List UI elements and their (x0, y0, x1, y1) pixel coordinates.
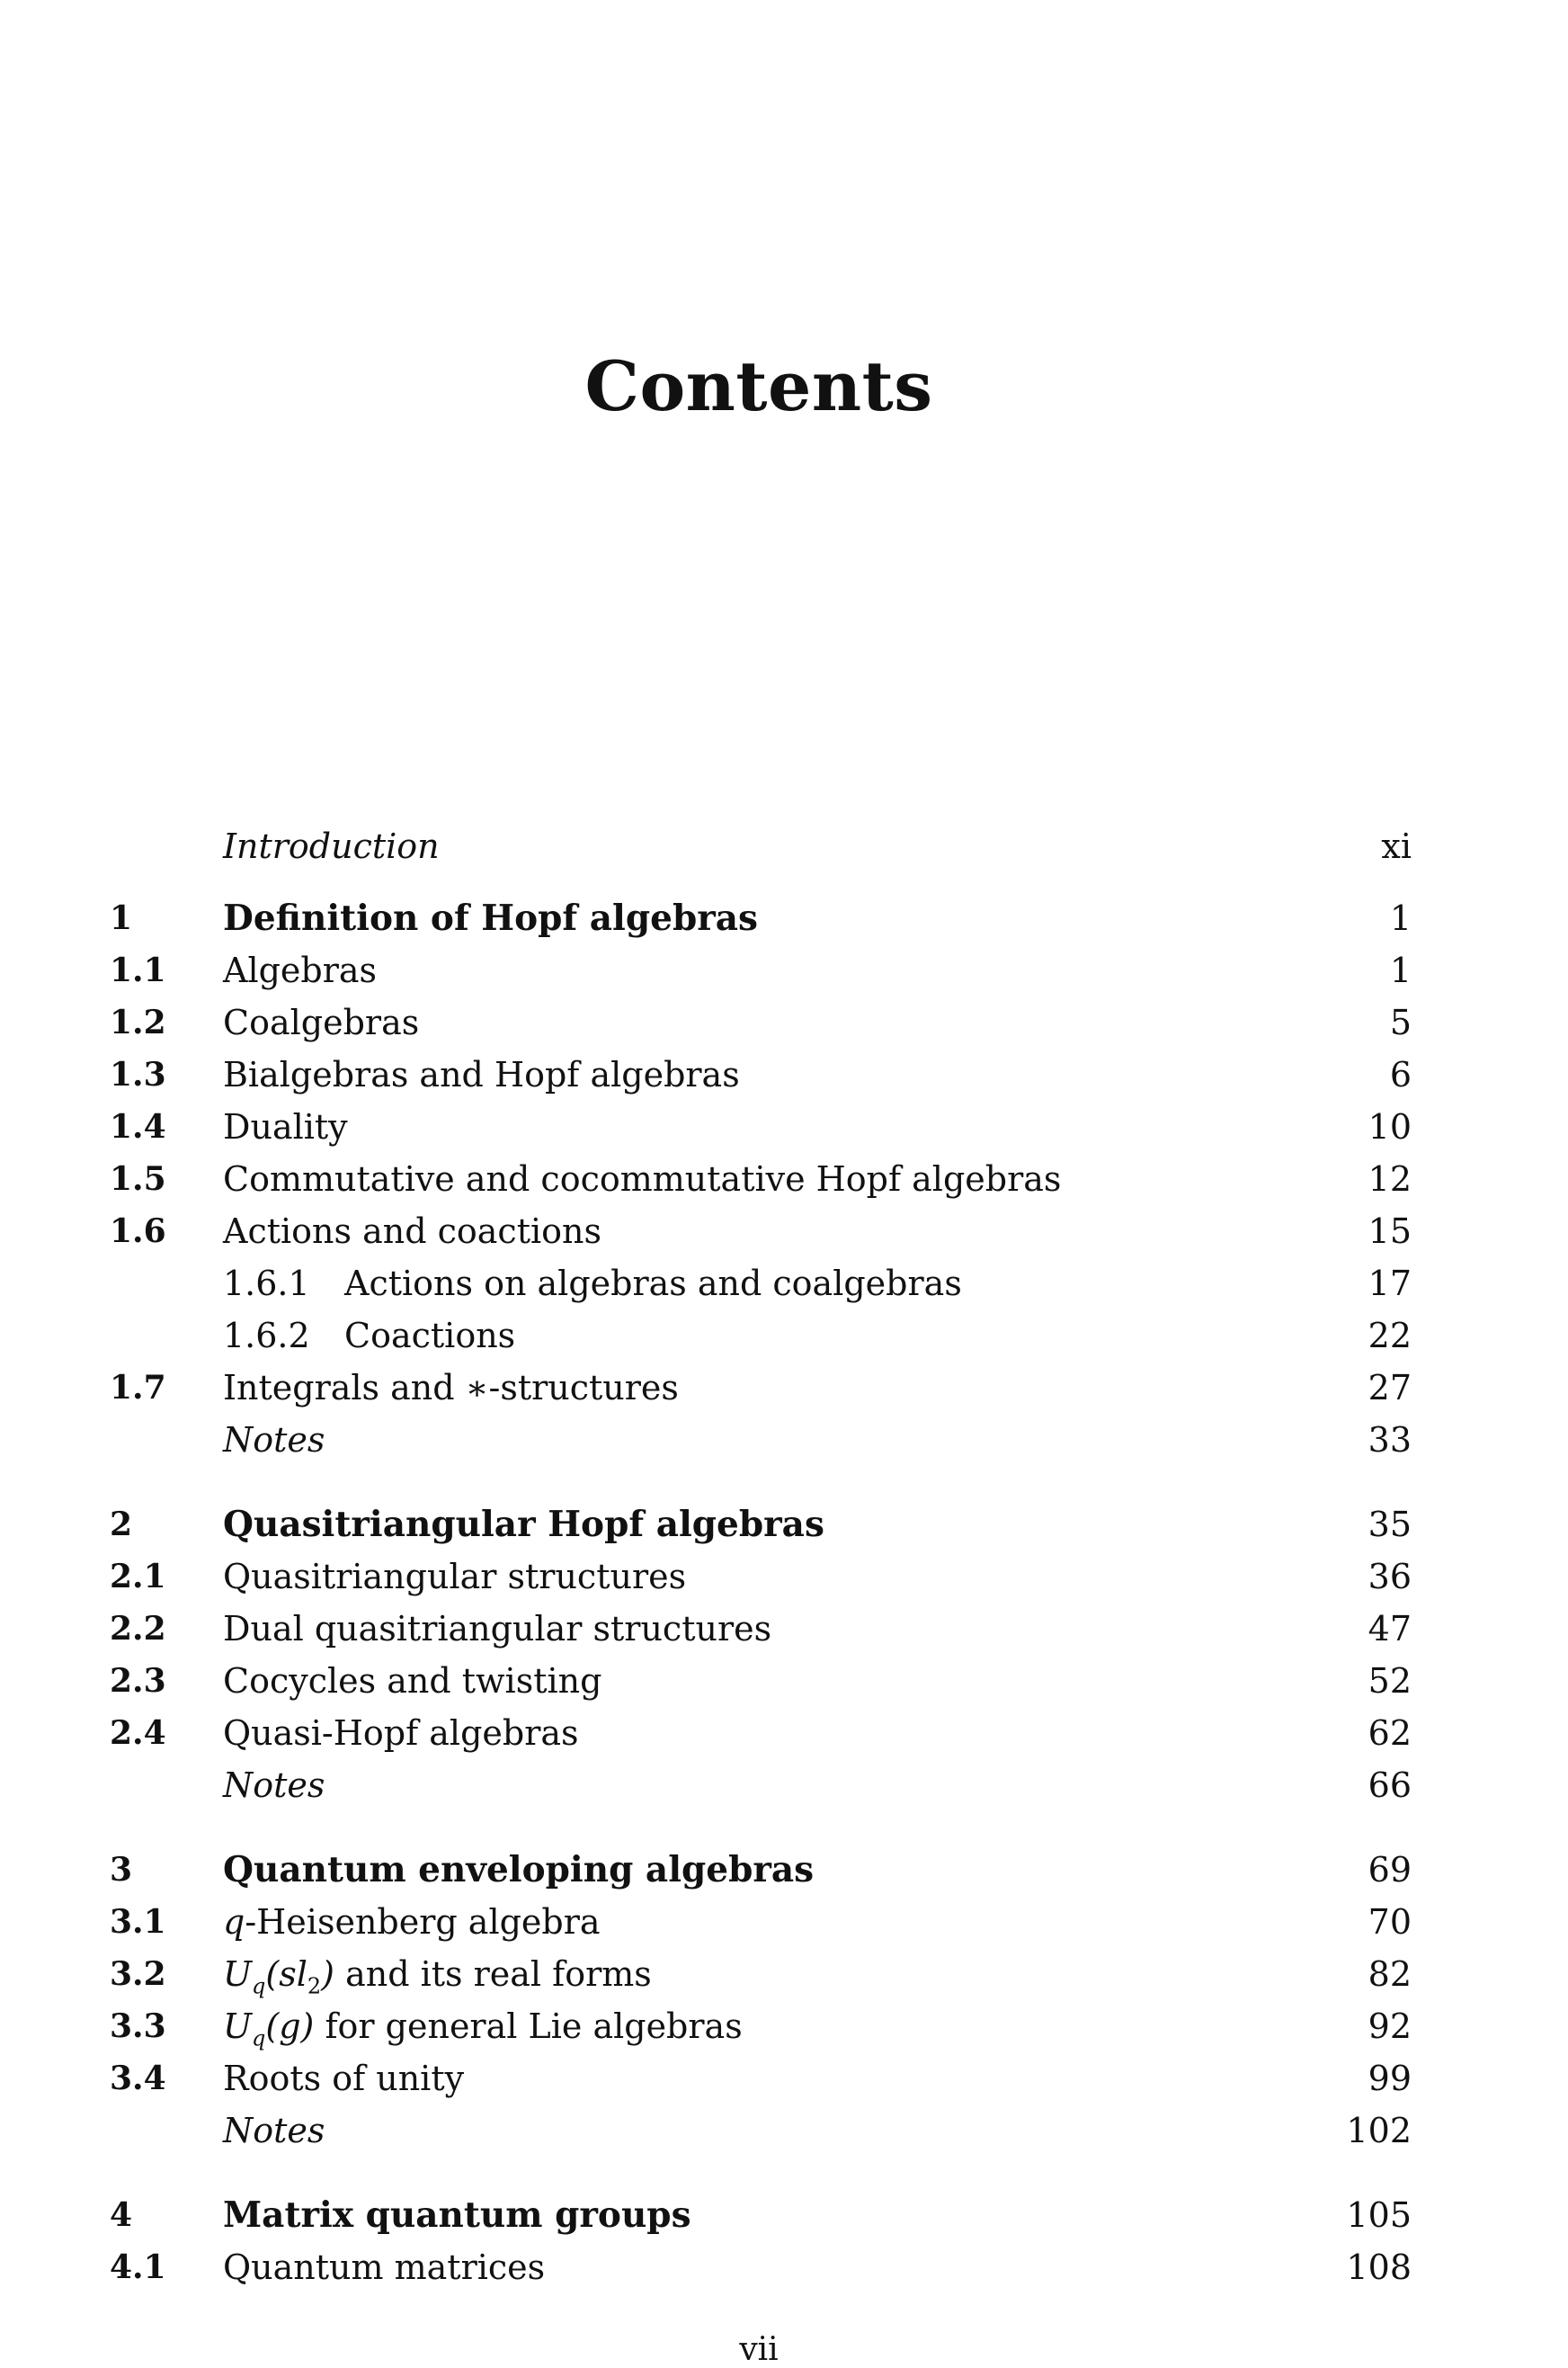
math-q: q (223, 1902, 245, 1942)
entry-page: 62 (1368, 1713, 1412, 1753)
toc-section[interactable] (110, 2052, 1412, 2104)
chapter-title: Quasitriangular Hopf algebras (223, 1504, 824, 1545)
toc-section[interactable] (110, 2241, 1412, 2293)
section-title: Dual quasitriangular structures (223, 1609, 772, 1649)
entry-page: 10 (1368, 1107, 1412, 1147)
entry-page: 102 (1346, 2111, 1412, 2150)
subsection-title (223, 1309, 515, 1362)
page-folio: vii (739, 2331, 779, 2368)
entry-page: 27 (1368, 1368, 1412, 1407)
entry-page: 92 (1368, 2006, 1412, 2046)
entry-page: 105 (1346, 2195, 1412, 2235)
entry-page: 6 (1389, 1055, 1412, 1095)
entry-page: 66 (1368, 1765, 1412, 1805)
toc-chapter[interactable] (110, 892, 1412, 944)
toc-notes[interactable] (110, 1414, 1412, 1466)
toc-notes[interactable] (110, 2104, 1412, 2157)
toc-section[interactable] (110, 1550, 1412, 1603)
section-number: 3.2 (110, 1955, 166, 1993)
section-number: 3.4 (110, 2060, 166, 2097)
notes-title: Notes (223, 1765, 325, 1805)
entry-page: 1 (1389, 951, 1412, 990)
section-title: Quasi-Hopf algebras (223, 1713, 579, 1753)
entry-page: 108 (1346, 2247, 1412, 2287)
toc-chapter[interactable] (110, 1844, 1412, 1896)
section-label-text: and its real forms (334, 1954, 652, 1994)
section-label-text: for general Lie algebras (314, 2006, 743, 2046)
math-uq-sl2: $U_q(sl_2)$ (223, 1954, 334, 1999)
toc-notes[interactable] (110, 1759, 1412, 1811)
entry-page: xi (1381, 827, 1412, 866)
entry-page: 1 (1389, 898, 1412, 938)
section-title: Duality (223, 1107, 348, 1147)
section-number: 1.4 (110, 1108, 166, 1146)
toc-section[interactable] (110, 1603, 1412, 1655)
toc-section[interactable] (110, 1896, 1412, 1948)
toc-section[interactable] (110, 1707, 1412, 1759)
toc-section[interactable] (110, 944, 1412, 996)
math-uq-g: $U_q(g)$ (223, 2006, 315, 2051)
toc-section[interactable] (110, 1948, 1412, 2000)
toc-section[interactable] (110, 1101, 1412, 1153)
toc-section[interactable] (110, 996, 1412, 1049)
toc-section[interactable] (110, 1655, 1412, 1707)
section-title: Quasitriangular structures (223, 1557, 687, 1596)
entry-page: 47 (1368, 1609, 1412, 1649)
toc-section[interactable] (110, 1153, 1412, 1205)
section-title: Roots of unity (223, 2059, 465, 2098)
chapter-number: 2 (110, 1506, 133, 1543)
entry-page: 33 (1368, 1420, 1412, 1460)
section-title: Bialgebras and Hopf algebras (223, 1055, 740, 1095)
toc-chapter[interactable] (110, 1498, 1412, 1550)
section-number: 1.5 (110, 1160, 166, 1198)
section-title: Cocycles and twisting (223, 1661, 602, 1701)
notes-title: Notes (223, 2111, 325, 2150)
subsection-number: 1.6.2 (223, 1316, 310, 1355)
section-label-text: -Heisenberg algebra (245, 1902, 601, 1942)
toc-subsection[interactable] (110, 1257, 1412, 1309)
entry-page: 36 (1368, 1557, 1412, 1596)
section-number: 1.1 (110, 952, 166, 989)
section-title: Algebras (223, 951, 378, 990)
notes-title: Notes (223, 1420, 325, 1460)
toc-section[interactable] (110, 1049, 1412, 1101)
entry-page: 99 (1368, 2059, 1412, 2098)
toc-section[interactable] (110, 2000, 1412, 2052)
toc-section[interactable] (110, 1205, 1412, 1257)
entry-page: 69 (1368, 1850, 1412, 1890)
section-number: 3.3 (110, 2007, 166, 2045)
entry-page: 22 (1368, 1316, 1412, 1355)
entry-page: 17 (1368, 1264, 1412, 1303)
entry-page: 12 (1368, 1159, 1412, 1199)
section-title: Integrals and ∗-structures (223, 1368, 679, 1407)
subsection-number: 1.6.1 (223, 1264, 310, 1303)
section-number: 1.6 (110, 1212, 166, 1250)
section-title: Quantum matrices (223, 2247, 546, 2287)
section-number: 1.7 (110, 1369, 166, 1407)
subsection-label: Coactions (344, 1316, 516, 1355)
toc-subsection[interactable] (110, 1309, 1412, 1362)
chapter-title: Matrix quantum groups (223, 2194, 691, 2236)
section-number: 2.4 (110, 1714, 166, 1752)
section-title (223, 1896, 601, 1948)
entry-page: 82 (1368, 1954, 1412, 1994)
section-number: 2.2 (110, 1610, 166, 1648)
entry-page: 15 (1368, 1211, 1412, 1251)
section-number: 4.1 (110, 2248, 166, 2286)
section-number: 1.3 (110, 1056, 166, 1094)
subsection-label: Actions on algebras and coalgebras (344, 1264, 962, 1303)
toc-section[interactable] (110, 1362, 1412, 1414)
page-title: Contents (584, 346, 933, 426)
chapter-number: 1 (110, 899, 133, 937)
section-number: 3.1 (110, 1903, 166, 1941)
entry-page: 5 (1389, 1003, 1412, 1042)
chapter-number: 4 (110, 2196, 133, 2234)
section-title: Coalgebras (223, 1003, 420, 1042)
section-number: 1.2 (110, 1004, 166, 1041)
entry-page: 35 (1368, 1505, 1412, 1544)
section-number: 2.3 (110, 1662, 166, 1700)
toc-chapter[interactable] (110, 2189, 1412, 2241)
chapter-title: Definition of Hopf algebras (223, 898, 758, 939)
chapter-title: Quantum enveloping algebras (223, 1849, 815, 1890)
chapter-number: 3 (110, 1851, 133, 1889)
section-number: 2.1 (110, 1558, 166, 1595)
entry-page: 70 (1368, 1902, 1412, 1942)
section-title: Commutative and cocommutative Hopf algebras (223, 1159, 1062, 1199)
entry-title: Introduction (223, 827, 440, 866)
section-title: Actions and coactions (223, 1211, 601, 1251)
table-of-contents (110, 820, 1412, 2293)
toc-entry[interactable] (110, 820, 1412, 872)
subsection-title (223, 1257, 962, 1309)
entry-page: 52 (1368, 1661, 1412, 1701)
